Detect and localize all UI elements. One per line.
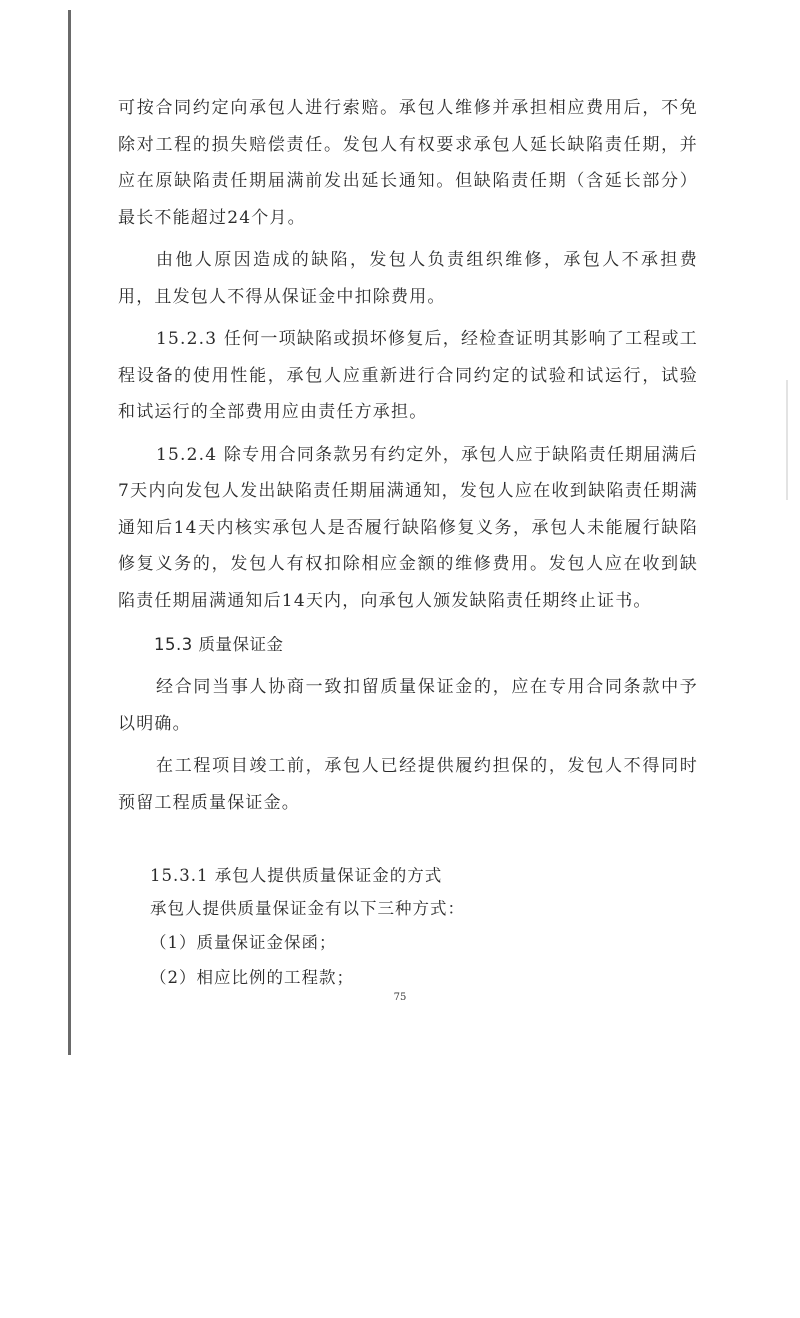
section-heading-15-3: 15.3 质量保证金	[154, 635, 284, 654]
paragraph-third-party-defects: 由他人原因造成的缺陷，发包人负责组织维修，承包人不承担费用，且发包人不得从保证金中扣除费用。	[118, 250, 698, 307]
spacer	[118, 821, 698, 859]
paragraph-15-2-4: 15.2.4 除专用合同条款另有约定外，承包人应于缺陷责任期届满后7天内向发包人发出缺陷责任期届满通知，发包人应在收到缺陷责任期满通知后14天内核实承包人是否履行缺陷修复义务，承包人未能履行缺陷修复义务的，发包人有权扣除相应金额的维修费用。发包人应在收到缺陷责任期届满通知后14天内，向承包人颁发缺陷责任期终止证书。	[118, 444, 698, 611]
document-page	[118, 90, 698, 995]
list-item-guarantee-letter: （1）质量保证金保函；	[150, 933, 337, 952]
scan-edge-shadow	[786, 380, 788, 500]
paragraph-claim-continuation: 可按合同约定向承包人进行索赔。承包人维修并承担相应费用后，不免除对工程的损失赔偿责任。发包人有权要求承包人延长缺陷责任期，并应在原缺陷责任期届满前发出延长通知。但缺陷责任期（含延长部分）最长不能超过24个月。	[118, 98, 698, 228]
binding-margin-line	[68, 10, 71, 1055]
methods-intro: 承包人提供质量保证金有以下三种方式：	[150, 899, 465, 918]
subsection-heading-15-3-1: 15.3.1 承包人提供质量保证金的方式	[150, 866, 443, 885]
page-number: 75	[393, 992, 407, 1003]
paragraph-15-2-3: 15.2.3 任何一项缺陷或损坏修复后，经检查证明其影响了工程或工程设备的使用性能，承包人应重新进行合同约定的试验和试运行，试验和试运行的全部费用应由责任方承担。	[118, 329, 698, 422]
paragraph-performance-guarantee: 在工程项目竣工前，承包人已经提供履约担保的，发包人不得同时预留工程质量保证金。	[118, 756, 698, 813]
list-item-progress-payment: （2）相应比例的工程款；	[150, 968, 354, 987]
paragraph-retention-agreement: 经合同当事人协商一致扣留质量保证金的，应在专用合同条款中予以明确。	[118, 677, 698, 734]
